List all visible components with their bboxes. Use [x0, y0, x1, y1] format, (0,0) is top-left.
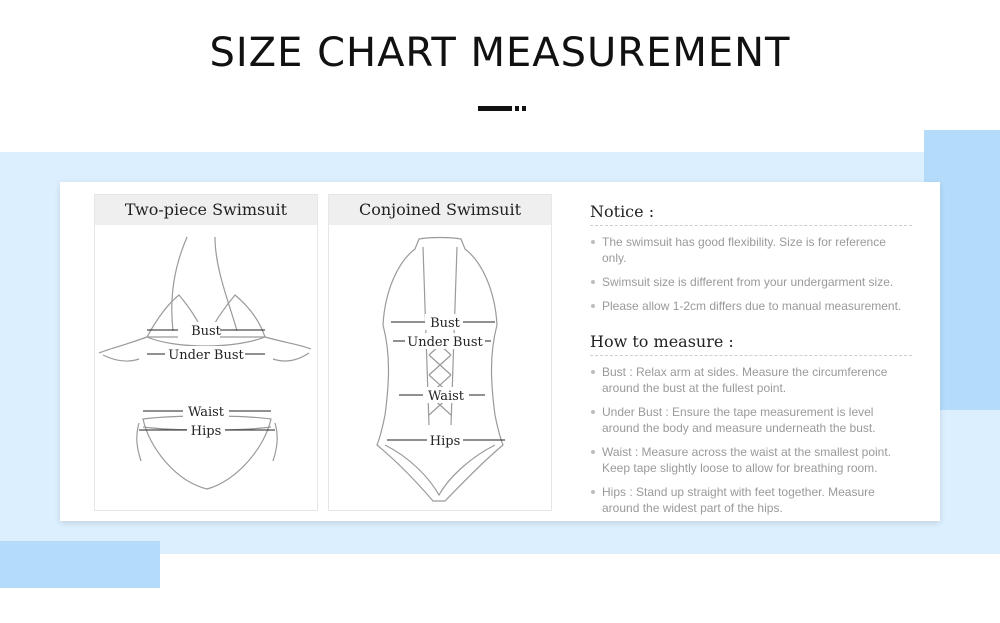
list-item: The swimsuit has good flexibility. Size is for reference only.	[590, 234, 912, 266]
list-item: Please allow 1-2cm differs due to manual measurement.	[590, 298, 912, 314]
bust-label: Bust	[191, 324, 221, 339]
size-chart-card	[60, 182, 940, 521]
bust-label: Bust	[430, 316, 460, 331]
panel-title: Two-piece Swimsuit	[95, 195, 317, 225]
list-item: Bust : Relax arm at sides. Measure the circumference around the bust at the fullest point.	[590, 364, 912, 396]
hips-label: Hips	[429, 434, 461, 449]
page-title: SIZE CHART MEASUREMENT	[209, 30, 791, 76]
two-piece-illustration	[95, 225, 317, 510]
measurement-notes	[590, 202, 912, 524]
list-item: Under Bust : Ensure the tape measurement is level around the body and measure underneath the bust.	[590, 404, 912, 436]
conjoined-illustration	[329, 225, 551, 510]
list-item: Waist : Measure across the waist at the smallest point. Keep tape slightly loose to allow for breathing room.	[590, 444, 912, 476]
how-to-measure-heading: How to measure :	[590, 332, 912, 356]
conjoined-panel	[328, 194, 552, 511]
panel-title: Conjoined Swimsuit	[329, 195, 551, 225]
under-bust-label: Under Bust	[407, 335, 483, 350]
under-bust-label: Under Bust	[168, 348, 244, 363]
two-piece-panel	[94, 194, 318, 511]
list-item: Swimsuit size is different from your undergarment size.	[590, 274, 912, 290]
title-decoration	[478, 106, 526, 111]
waist-label: Waist	[427, 389, 465, 404]
notice-heading: Notice :	[590, 202, 912, 226]
list-item: Hips : Stand up straight with feet together. Measure around the widest part of the hips.	[590, 484, 912, 516]
waist-label: Waist	[187, 405, 225, 420]
hips-label: Hips	[190, 424, 222, 439]
accent-block-left	[0, 541, 160, 588]
